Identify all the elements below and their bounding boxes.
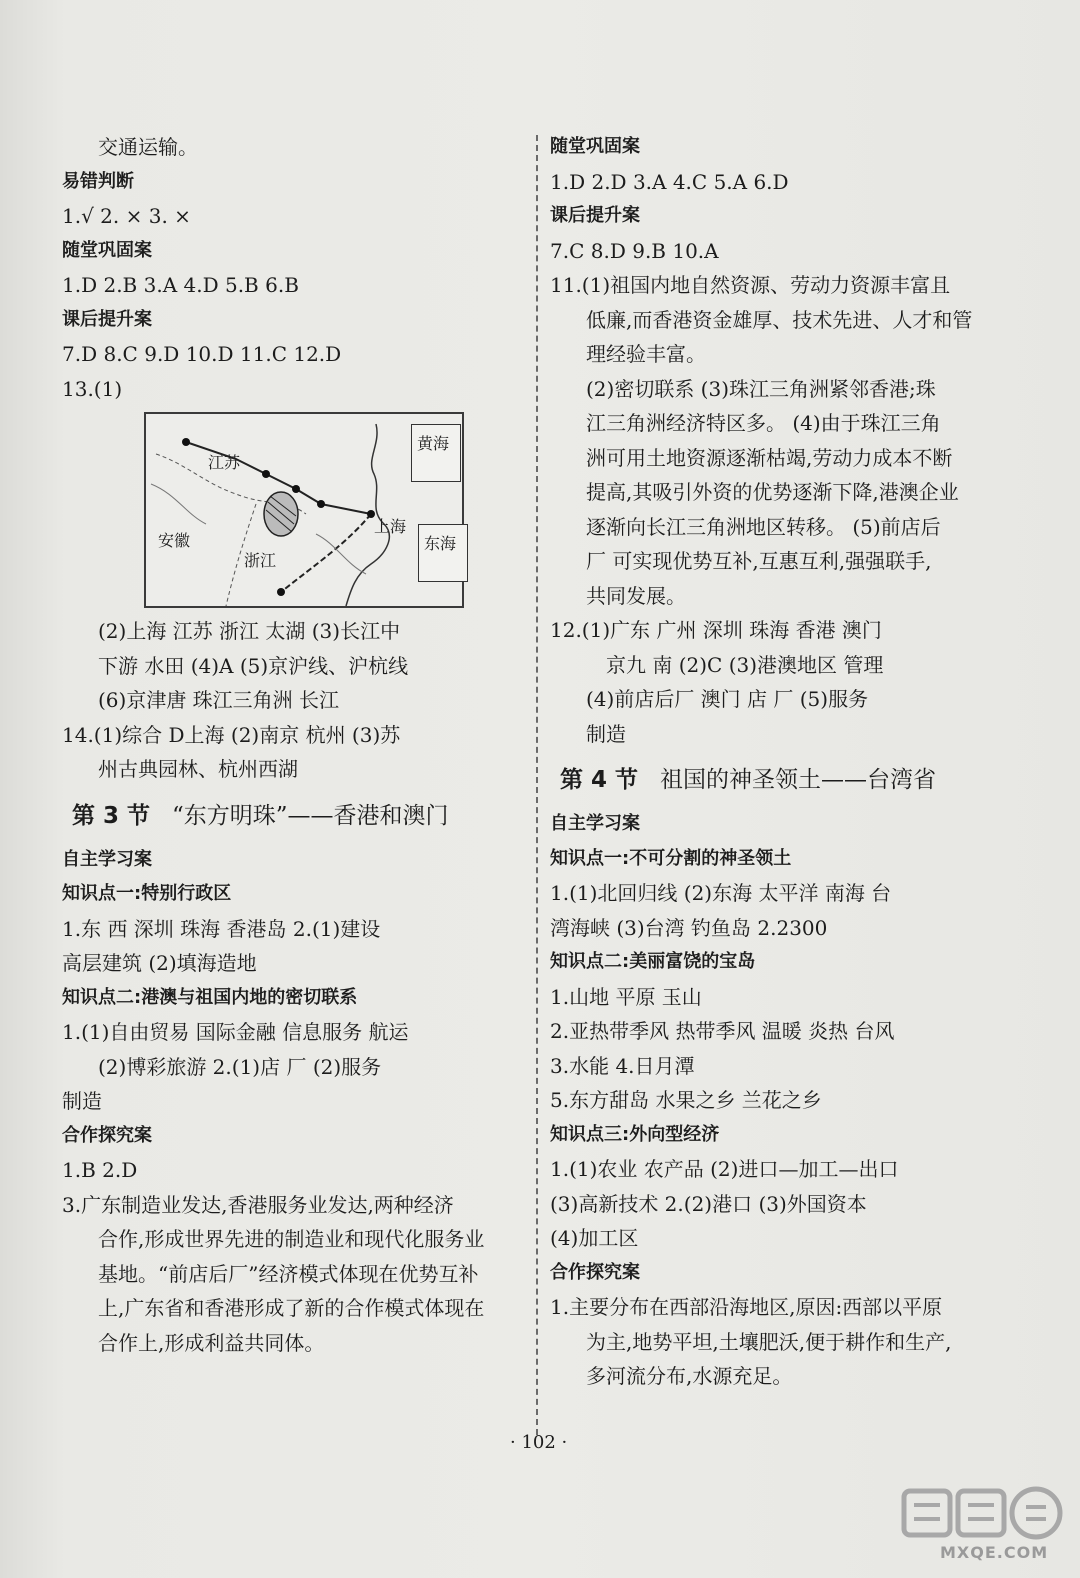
map-label-shanghai: 上海	[374, 517, 407, 536]
answer-line: 合作上,形成利益共同体。	[98, 1330, 325, 1355]
answer-line: 合作,形成世界先进的制造业和现代化服务业	[98, 1227, 485, 1251]
heading-knowledge-2: 知识点二:美丽富饶的宝岛	[550, 951, 756, 972]
answer-line: 下游 水田 (4)A (5)京沪线、沪杭线	[98, 653, 409, 678]
answer-line: 基地。“前店后厂”经济模式体现在优势互补	[98, 1261, 479, 1286]
answer-line: 上,广东省和香港形成了新的合作模式体现在	[98, 1296, 485, 1320]
answer-line: (2)上海 江苏 浙江 太湖 (3)长江中	[98, 619, 401, 643]
answer-line: 提高,其吸引外资的优势逐渐下降,港澳企业	[586, 480, 959, 504]
answer-line: 高层建筑 (2)填海造地	[62, 951, 257, 975]
answer-line: 厂 可实现优势互补,互惠互利,强强联手,	[586, 549, 932, 573]
question-13: 13.(1)	[62, 376, 123, 401]
answer-line: 1.B 2.D	[62, 1158, 138, 1182]
heading-hezuo: 合作探究案	[62, 1124, 152, 1146]
answer-line: 制造	[62, 1089, 102, 1113]
heading-zizhu: 自主学习案	[550, 813, 640, 834]
answer-line: (4)加工区	[550, 1226, 639, 1250]
map-label-jiangsu: 江苏	[208, 453, 241, 472]
answer-line: 12.(1)广东 广州 深圳 珠海 香港 澳门	[550, 618, 882, 642]
answer-line: 理经验丰富。	[586, 342, 706, 366]
heading-knowledge-1: 知识点一:不可分割的神圣领土	[550, 847, 792, 869]
answer-line: 1.(1)自由贸易 国际金融 信息服务 航运	[62, 1020, 409, 1044]
answer-line: 1.√ 2. × 3. ×	[62, 204, 191, 228]
heading-knowledge-1: 知识点一:特别行政区	[62, 883, 232, 904]
answer-line: 1.主要分布在西部沿海地区,原因:西部以平原	[550, 1295, 943, 1319]
answer-line: 14.(1)综合 D上海 (2)南京 杭州 (3)苏	[62, 722, 401, 747]
answer-line: 7.D 8.C 9.D 10.D 11.C 12.D	[62, 342, 342, 366]
answer-line: 1.D 2.D 3.A 4.C 5.A 6.D	[550, 169, 789, 194]
answer-line: 1.(1)北回归线 (2)东海 太平洋 南海 台	[550, 881, 892, 905]
section-4-title	[560, 763, 1010, 797]
answer-line: 11.(1)祖国内地自然资源、劳动力资源丰富且	[550, 273, 951, 297]
answer-line: 1.东 西 深圳 珠海 香港岛 2.(1)建设	[62, 916, 381, 941]
heading-knowledge-3: 知识点三:外向型经济	[550, 1123, 720, 1145]
left-column	[62, 130, 524, 1360]
page-number: · 102 ·	[510, 1432, 568, 1453]
map-sea-box-donghai	[418, 524, 468, 582]
answer-line: 逐渐向长江三角洲地区转移。 (5)前店后	[586, 514, 941, 539]
answer-line: 7.C 8.D 9.B 10.A	[550, 238, 719, 263]
heading-knowledge-2: 知识点二:港澳与祖国内地的密切联系	[62, 986, 358, 1008]
answer-line: 1.(1)农业 农产品 (2)进口—加工—出口	[550, 1157, 899, 1181]
section-number: 第 3 节	[72, 802, 151, 829]
section-title: 祖国的神圣领土——台湾省	[659, 767, 936, 793]
answer-line: 江三角洲经济特区多。 (4)由于珠江三角	[586, 411, 941, 435]
heading-kehou: 课后提升案	[62, 308, 152, 330]
watermark-logo	[900, 1485, 1070, 1565]
heading-kehou: 课后提升案	[550, 205, 640, 226]
answer-line: 州古典园林、杭州西湖	[98, 757, 298, 781]
heading-yicuo: 易错判断	[62, 170, 134, 192]
answer-line: 共同发展。	[586, 583, 686, 608]
yangtze-delta-map	[144, 412, 464, 608]
answer-line: 1.D 2.B 3.A 4.D 5.B 6.B	[62, 273, 299, 297]
answer-line: 为主,地势平坦,土壤肥沃,便于耕作和生产,	[586, 1329, 952, 1354]
section-3-title	[72, 799, 524, 833]
answer-line: 1.山地 平原 玉山	[550, 984, 702, 1009]
watermark-url: MXQE.COM	[940, 1543, 1049, 1562]
answer-line: (4)前店后厂 澳门 店 厂 (5)服务	[586, 687, 869, 711]
answer-line: (3)高新技术 2.(2)港口 (3)外国资本	[550, 1191, 867, 1216]
map-sea-box-huanghai	[411, 424, 461, 482]
watermark-mark-icon	[900, 1485, 1070, 1545]
map-label-anhui: 安徽	[158, 531, 191, 550]
heading-suitang: 随堂巩固案	[62, 239, 152, 261]
answer-line: 2.亚热带季风 热带季风 温暖 炎热 台风	[550, 1019, 895, 1043]
heading-zizhu: 自主学习案	[62, 848, 152, 870]
map-label-donghai: 东海	[424, 534, 457, 553]
section-title: “东方明珠”——香港和澳门	[171, 802, 449, 829]
answer-line: (2)密切联系 (3)珠江三角洲紧邻香港;珠	[586, 376, 936, 401]
column-divider	[536, 135, 538, 1435]
answer-line: (6)京津唐 珠江三角洲 长江	[98, 688, 340, 712]
answer-line: 洲可用土地资源逐渐枯竭,劳动力成本不断	[586, 445, 953, 470]
answer-line: 多河流分布,水源充足。	[586, 1364, 793, 1388]
answer-line: 湾海峡 (3)台湾 钓鱼岛 2.2300	[550, 915, 828, 940]
heading-suitang: 随堂巩固案	[550, 136, 640, 157]
answer-line: 京九 南 (2)C (3)港澳地区 管理	[606, 652, 884, 677]
answer-line: 3.广东制造业发达,香港服务业发达,两种经济	[62, 1192, 454, 1217]
answer-line: 3.水能 4.日月潭	[550, 1053, 695, 1078]
right-column	[550, 130, 1010, 1394]
section-number: 第 4 节	[560, 767, 639, 793]
answer-line: 制造	[586, 721, 626, 746]
answer-line: (2)博彩旅游 2.(1)店 厂 (2)服务	[98, 1054, 382, 1079]
map-label-huanghai: 黄海	[417, 434, 450, 453]
answer-line: 低廉,而香港资金雄厚、技术先进、人才和管	[586, 307, 973, 332]
text-line: 交通运输。	[98, 135, 198, 159]
answer-line: 5.东方甜岛 水果之乡 兰花之乡	[550, 1088, 822, 1112]
map-label-zhejiang: 浙江	[244, 551, 277, 570]
heading-hezuo: 合作探究案	[550, 1261, 640, 1283]
